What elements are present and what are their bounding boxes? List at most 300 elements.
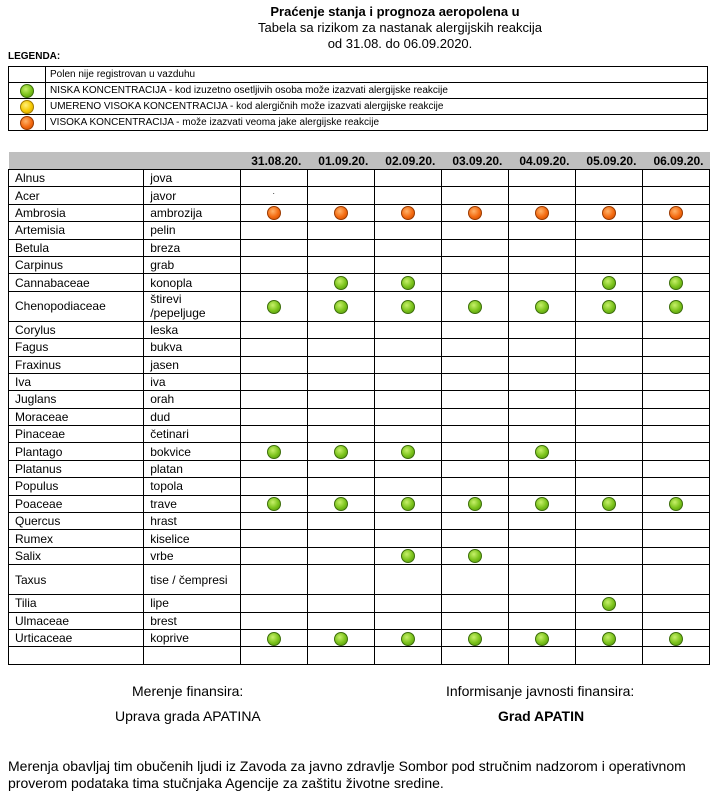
day-cell bbox=[374, 321, 441, 338]
day-cell bbox=[374, 612, 441, 629]
green-dot-icon bbox=[535, 300, 549, 314]
table-row bbox=[9, 565, 710, 595]
day-cell bbox=[575, 530, 642, 547]
day-cell bbox=[642, 629, 709, 646]
day-cell bbox=[441, 547, 508, 564]
legend-text: Polen nije registrovan u vazduhu bbox=[46, 67, 708, 83]
day-cell bbox=[575, 495, 642, 512]
day-cell: . bbox=[240, 187, 307, 204]
day-cell bbox=[374, 478, 441, 495]
day-cell bbox=[240, 339, 307, 356]
day-cell bbox=[575, 612, 642, 629]
local-name: koprive bbox=[144, 629, 241, 646]
day-cell bbox=[240, 530, 307, 547]
legend-row bbox=[9, 83, 708, 99]
day-cell bbox=[642, 256, 709, 273]
latin-name: Urticaceae bbox=[9, 629, 144, 646]
day-cell bbox=[642, 612, 709, 629]
latin-name: Cannabaceae bbox=[9, 274, 144, 291]
yellow-dot-icon bbox=[20, 100, 34, 114]
day-cell bbox=[642, 170, 709, 187]
green-dot-icon bbox=[669, 632, 683, 646]
legend-text: VISOKA KONCENTRACIJA - može izazvati veoma jake alergijske reakcije bbox=[46, 115, 708, 131]
latin-name: Taxus bbox=[9, 565, 144, 595]
latin-name: Fraxinus bbox=[9, 356, 144, 373]
day-cell bbox=[575, 629, 642, 646]
latin-name: Pinaceae bbox=[9, 426, 144, 443]
local-name: dud bbox=[144, 408, 241, 425]
day-cell bbox=[307, 547, 374, 564]
day-cell bbox=[307, 478, 374, 495]
day-cell bbox=[441, 513, 508, 530]
day-cell bbox=[374, 239, 441, 256]
day-cell bbox=[508, 495, 575, 512]
day-cell bbox=[374, 629, 441, 646]
latin-name: Iva bbox=[9, 373, 144, 390]
period-text: od 31.08. do 06.09.2020. bbox=[327, 36, 473, 51]
day-cell bbox=[508, 256, 575, 273]
table-row bbox=[9, 530, 710, 547]
green-dot-icon bbox=[535, 445, 549, 459]
day-cell bbox=[240, 595, 307, 612]
footer-note: Merenja obavljaj tim obučenih ljudi iz Zavoda za javno zdravlje Sombor pod stručnim nadzorom i operativnom proverom podataka tima stučnjaka Agencije za zaštitu životne sredine. bbox=[8, 758, 686, 791]
day-cell bbox=[642, 291, 709, 321]
table-row bbox=[9, 339, 710, 356]
local-name: jova bbox=[144, 170, 241, 187]
day-cell bbox=[441, 239, 508, 256]
day-cell bbox=[307, 239, 374, 256]
day-cell bbox=[307, 291, 374, 321]
local-name: kiselice bbox=[144, 530, 241, 547]
day-cell bbox=[374, 547, 441, 564]
day-cell bbox=[441, 408, 508, 425]
latin-name: Betula bbox=[9, 239, 144, 256]
day-cell bbox=[642, 495, 709, 512]
day-cell bbox=[374, 256, 441, 273]
day-cell bbox=[575, 321, 642, 338]
day-cell bbox=[307, 170, 374, 187]
green-dot-icon bbox=[401, 632, 415, 646]
day-cell bbox=[642, 408, 709, 425]
green-dot-icon bbox=[334, 300, 348, 314]
day-cell bbox=[240, 629, 307, 646]
latin-name: Poaceae bbox=[9, 495, 144, 512]
day-cell bbox=[374, 391, 441, 408]
day-cell bbox=[240, 408, 307, 425]
legend-title: LEGENDA: bbox=[8, 51, 61, 62]
header-blank-cell bbox=[9, 152, 144, 170]
day-cell bbox=[575, 547, 642, 564]
legend-icon-cell bbox=[9, 115, 46, 131]
day-cell bbox=[307, 647, 374, 664]
local-name: tise / čempresi bbox=[144, 565, 241, 595]
day-cell bbox=[441, 443, 508, 460]
green-dot-icon bbox=[669, 497, 683, 511]
day-cell bbox=[642, 460, 709, 477]
day-cell bbox=[307, 513, 374, 530]
day-cell bbox=[508, 291, 575, 321]
green-dot-icon bbox=[401, 276, 415, 290]
green-dot-icon bbox=[602, 276, 616, 290]
day-cell bbox=[240, 391, 307, 408]
day-cell bbox=[575, 443, 642, 460]
local-name: trave bbox=[144, 495, 241, 512]
day-cell bbox=[441, 612, 508, 629]
day-cell bbox=[441, 373, 508, 390]
green-dot-icon bbox=[602, 300, 616, 314]
day-cell bbox=[642, 513, 709, 530]
green-dot-icon bbox=[20, 84, 34, 98]
local-name: štirevi /pepeljuge bbox=[144, 291, 241, 321]
latin-name: Moraceae bbox=[9, 408, 144, 425]
local-name: vrbe bbox=[144, 547, 241, 564]
day-cell bbox=[441, 256, 508, 273]
day-cell bbox=[642, 565, 709, 595]
day-cell bbox=[642, 339, 709, 356]
day-cell bbox=[374, 274, 441, 291]
day-cell bbox=[575, 239, 642, 256]
day-cell bbox=[240, 222, 307, 239]
day-cell bbox=[508, 478, 575, 495]
day-cell bbox=[441, 530, 508, 547]
table-row bbox=[9, 170, 710, 187]
day-cell bbox=[508, 565, 575, 595]
latin-name: Chenopodiaceae bbox=[9, 291, 144, 321]
day-cell bbox=[307, 204, 374, 221]
green-dot-icon bbox=[602, 597, 616, 611]
local-name: brest bbox=[144, 612, 241, 629]
table-row bbox=[9, 426, 710, 443]
latin-name bbox=[9, 647, 144, 664]
day-cell bbox=[508, 595, 575, 612]
day-cell bbox=[307, 460, 374, 477]
day-cell bbox=[642, 222, 709, 239]
day-cell bbox=[307, 391, 374, 408]
green-dot-icon bbox=[468, 497, 482, 511]
local-name: ambrozija bbox=[144, 204, 241, 221]
day-cell bbox=[307, 495, 374, 512]
green-dot-icon bbox=[334, 276, 348, 290]
local-name: pelin bbox=[144, 222, 241, 239]
table-row bbox=[9, 356, 710, 373]
day-cell bbox=[642, 373, 709, 390]
day-cell bbox=[575, 339, 642, 356]
day-cell bbox=[240, 239, 307, 256]
day-cell bbox=[374, 426, 441, 443]
day-cell bbox=[307, 356, 374, 373]
green-dot-icon bbox=[401, 497, 415, 511]
day-cell bbox=[508, 187, 575, 204]
orange-dot-icon bbox=[334, 206, 348, 220]
day-cell bbox=[642, 187, 709, 204]
day-cell bbox=[575, 291, 642, 321]
orange-dot-icon bbox=[669, 206, 683, 220]
day-cell bbox=[508, 222, 575, 239]
local-name: javor bbox=[144, 187, 241, 204]
orange-dot-icon bbox=[535, 206, 549, 220]
latin-name: Corylus bbox=[9, 321, 144, 338]
legend-row bbox=[9, 67, 708, 83]
day-cell bbox=[642, 595, 709, 612]
green-dot-icon bbox=[401, 445, 415, 459]
green-dot-icon bbox=[468, 549, 482, 563]
legend-text: UMERENO VISOKA KONCENTRACIJA - kod alergičnih može izazvati alergijske reakcije bbox=[46, 99, 708, 115]
day-cell bbox=[575, 408, 642, 425]
day-cell bbox=[374, 204, 441, 221]
day-cell bbox=[374, 460, 441, 477]
orange-dot-icon bbox=[267, 206, 281, 220]
day-cell bbox=[508, 408, 575, 425]
date-header: 03.09.20. bbox=[441, 152, 508, 170]
day-cell bbox=[642, 530, 709, 547]
green-dot-icon bbox=[401, 549, 415, 563]
latin-name: Tilia bbox=[9, 595, 144, 612]
date-header: 06.09.20. bbox=[642, 152, 709, 170]
day-cell bbox=[374, 222, 441, 239]
funding-right-value: Grad APATIN bbox=[498, 708, 585, 724]
table-row bbox=[9, 256, 710, 273]
day-cell bbox=[374, 495, 441, 512]
local-name: bukva bbox=[144, 339, 241, 356]
latin-name: Alnus bbox=[9, 170, 144, 187]
green-dot-icon bbox=[468, 632, 482, 646]
day-cell bbox=[441, 187, 508, 204]
day-cell bbox=[575, 478, 642, 495]
green-dot-icon bbox=[267, 632, 281, 646]
day-cell bbox=[575, 170, 642, 187]
day-cell bbox=[374, 291, 441, 321]
day-cell bbox=[374, 187, 441, 204]
legend-row bbox=[9, 99, 708, 115]
day-cell bbox=[575, 256, 642, 273]
day-cell bbox=[240, 513, 307, 530]
day-cell bbox=[240, 356, 307, 373]
day-cell bbox=[374, 443, 441, 460]
day-cell bbox=[508, 629, 575, 646]
day-cell bbox=[307, 443, 374, 460]
day-cell bbox=[508, 204, 575, 221]
green-dot-icon bbox=[669, 300, 683, 314]
latin-name: Ulmaceae bbox=[9, 612, 144, 629]
table-row bbox=[9, 629, 710, 646]
day-cell bbox=[374, 530, 441, 547]
table-row bbox=[9, 222, 710, 239]
day-cell bbox=[307, 373, 374, 390]
day-cell bbox=[575, 647, 642, 664]
day-cell bbox=[240, 170, 307, 187]
table-row bbox=[9, 460, 710, 477]
page-title: Praćenje stanja i prognoza aeropolena u bbox=[270, 4, 520, 19]
day-cell bbox=[240, 612, 307, 629]
day-cell bbox=[441, 460, 508, 477]
green-dot-icon bbox=[267, 497, 281, 511]
header-blank-cell bbox=[144, 152, 241, 170]
local-name: hrast bbox=[144, 513, 241, 530]
day-cell bbox=[240, 478, 307, 495]
day-cell bbox=[441, 595, 508, 612]
day-cell bbox=[374, 339, 441, 356]
day-cell bbox=[508, 460, 575, 477]
day-cell bbox=[240, 647, 307, 664]
day-cell bbox=[508, 373, 575, 390]
day-cell bbox=[575, 356, 642, 373]
day-cell bbox=[374, 356, 441, 373]
day-cell bbox=[307, 629, 374, 646]
green-dot-icon bbox=[334, 445, 348, 459]
day-cell bbox=[441, 321, 508, 338]
day-cell bbox=[508, 530, 575, 547]
day-cell bbox=[575, 391, 642, 408]
orange-dot-icon bbox=[602, 206, 616, 220]
green-dot-icon bbox=[535, 497, 549, 511]
day-cell bbox=[307, 339, 374, 356]
day-cell bbox=[642, 356, 709, 373]
table-row bbox=[9, 547, 710, 564]
local-name: iva bbox=[144, 373, 241, 390]
day-cell bbox=[508, 239, 575, 256]
green-dot-icon bbox=[468, 300, 482, 314]
legend-text: NISKA KONCENTRACIJA - kod izuzetno osetljivih osoba može izazvati alergijske reakcije bbox=[46, 83, 708, 99]
table-row bbox=[9, 647, 710, 664]
day-cell bbox=[307, 222, 374, 239]
day-cell bbox=[374, 408, 441, 425]
day-cell bbox=[575, 187, 642, 204]
green-dot-icon bbox=[602, 497, 616, 511]
day-cell bbox=[575, 222, 642, 239]
date-header-row bbox=[9, 152, 710, 170]
day-cell bbox=[240, 256, 307, 273]
day-cell bbox=[374, 373, 441, 390]
day-cell bbox=[575, 460, 642, 477]
green-dot-icon bbox=[334, 632, 348, 646]
day-cell bbox=[441, 291, 508, 321]
orange-dot-icon bbox=[20, 116, 34, 130]
local-name: breza bbox=[144, 239, 241, 256]
table-row bbox=[9, 443, 710, 460]
latin-name: Juglans bbox=[9, 391, 144, 408]
local-name bbox=[144, 647, 241, 664]
day-cell bbox=[240, 547, 307, 564]
table-row bbox=[9, 495, 710, 512]
day-cell bbox=[508, 513, 575, 530]
day-cell bbox=[240, 426, 307, 443]
day-cell bbox=[508, 426, 575, 443]
day-cell bbox=[441, 426, 508, 443]
day-cell bbox=[240, 291, 307, 321]
local-name: bokvice bbox=[144, 443, 241, 460]
day-cell bbox=[575, 565, 642, 595]
local-name: leska bbox=[144, 321, 241, 338]
latin-name: Platanus bbox=[9, 460, 144, 477]
page-subtitle: Tabela sa rizikom za nastanak alergijskih reakcija bbox=[258, 20, 542, 35]
latin-name: Plantago bbox=[9, 443, 144, 460]
green-dot-icon bbox=[401, 300, 415, 314]
local-name: konopla bbox=[144, 274, 241, 291]
day-cell bbox=[441, 495, 508, 512]
day-cell bbox=[307, 426, 374, 443]
day-cell bbox=[240, 443, 307, 460]
green-dot-icon bbox=[602, 632, 616, 646]
day-cell bbox=[374, 595, 441, 612]
day-cell bbox=[508, 391, 575, 408]
latin-name: Salix bbox=[9, 547, 144, 564]
day-cell bbox=[508, 170, 575, 187]
date-header: 04.09.20. bbox=[508, 152, 575, 170]
table-row bbox=[9, 478, 710, 495]
latin-name: Populus bbox=[9, 478, 144, 495]
day-cell bbox=[575, 274, 642, 291]
day-cell bbox=[642, 274, 709, 291]
day-cell bbox=[575, 426, 642, 443]
legend-table bbox=[8, 66, 708, 131]
day-cell bbox=[441, 647, 508, 664]
day-cell bbox=[240, 204, 307, 221]
day-cell bbox=[307, 321, 374, 338]
date-header: 01.09.20. bbox=[307, 152, 374, 170]
day-cell bbox=[240, 565, 307, 595]
local-name: četinari bbox=[144, 426, 241, 443]
local-name: platan bbox=[144, 460, 241, 477]
day-cell bbox=[508, 274, 575, 291]
table-row bbox=[9, 239, 710, 256]
day-cell bbox=[642, 547, 709, 564]
day-cell bbox=[508, 443, 575, 460]
day-cell bbox=[508, 321, 575, 338]
table-row bbox=[9, 373, 710, 390]
day-cell bbox=[307, 187, 374, 204]
day-cell bbox=[441, 170, 508, 187]
legend-icon-cell bbox=[9, 99, 46, 115]
day-cell bbox=[307, 565, 374, 595]
day-cell bbox=[642, 204, 709, 221]
day-cell bbox=[240, 321, 307, 338]
day-cell bbox=[441, 391, 508, 408]
funding-left-value: Uprava grada APATINA bbox=[115, 708, 261, 724]
funding-left-label: Merenje finansira: bbox=[132, 683, 244, 699]
legend-row bbox=[9, 115, 708, 131]
latin-name: Quercus bbox=[9, 513, 144, 530]
day-cell bbox=[307, 256, 374, 273]
day-cell bbox=[642, 443, 709, 460]
table-row bbox=[9, 612, 710, 629]
day-cell bbox=[441, 356, 508, 373]
day-cell bbox=[307, 530, 374, 547]
day-cell bbox=[575, 204, 642, 221]
day-cell bbox=[441, 339, 508, 356]
latin-name: Fagus bbox=[9, 339, 144, 356]
green-dot-icon bbox=[334, 497, 348, 511]
table-row bbox=[9, 187, 710, 204]
day-cell bbox=[508, 647, 575, 664]
day-cell bbox=[642, 478, 709, 495]
latin-name: Acer bbox=[9, 187, 144, 204]
day-cell bbox=[441, 274, 508, 291]
day-cell bbox=[374, 647, 441, 664]
green-dot-icon bbox=[267, 300, 281, 314]
day-cell bbox=[575, 595, 642, 612]
day-cell bbox=[508, 356, 575, 373]
orange-dot-icon bbox=[401, 206, 415, 220]
day-cell bbox=[508, 612, 575, 629]
local-name: grab bbox=[144, 256, 241, 273]
day-cell bbox=[240, 274, 307, 291]
day-cell bbox=[575, 373, 642, 390]
day-cell bbox=[374, 565, 441, 595]
table-row bbox=[9, 595, 710, 612]
date-header: 02.09.20. bbox=[374, 152, 441, 170]
latin-name: Carpinus bbox=[9, 256, 144, 273]
day-cell bbox=[240, 495, 307, 512]
